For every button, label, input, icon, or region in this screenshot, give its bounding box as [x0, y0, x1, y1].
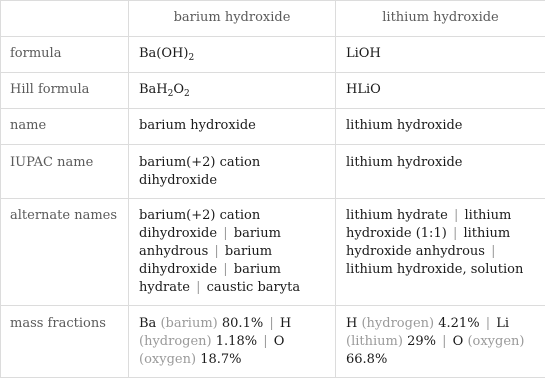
table-row-hill-formula — [1, 73, 545, 109]
hill-subscript-2: 2 — [184, 89, 190, 99]
mass-fractions-barium-hydroxide — [129, 306, 336, 378]
mass-fraction-value: 80.1% — [222, 316, 263, 331]
hill-formula-barium-hydroxide — [129, 73, 336, 109]
alt-name: lithium hydroxide anhydrous — [346, 226, 510, 259]
separator: | — [261, 334, 269, 349]
element-symbol: O — [274, 334, 285, 349]
alt-name: barium(+2) cation dihydroxide — [139, 208, 260, 241]
separator: | — [489, 244, 497, 259]
element-name: (oxygen) — [467, 334, 524, 349]
table-row-alternate-names — [1, 199, 545, 306]
row-label-mass-fractions: mass fractions — [1, 306, 129, 378]
mass-fraction-value: 18.7% — [200, 352, 241, 367]
hill-part-b: O — [173, 82, 184, 97]
separator: | — [221, 262, 229, 277]
mass-fractions-lithium-hydroxide — [336, 306, 545, 378]
formula-base: Ba(OH) — [139, 46, 188, 61]
name-barium-hydroxide: barium hydroxide — [129, 109, 336, 145]
element-name: (hydrogen) — [139, 334, 212, 349]
alternate-names-barium-hydroxide — [129, 199, 336, 306]
formula-subscript: 2 — [188, 53, 194, 63]
corner-cell — [1, 1, 129, 37]
table-header-row — [1, 1, 545, 37]
alt-name: lithium hydroxide, solution — [346, 262, 523, 277]
element-name: (hydrogen) — [361, 316, 434, 331]
alt-name: barium anhydrous — [139, 226, 281, 259]
element-name: (oxygen) — [139, 352, 196, 367]
element-symbol: O — [453, 334, 464, 349]
element-symbol: H — [346, 316, 357, 331]
row-label-alternate-names: alternate names — [1, 199, 129, 306]
mass-fraction-value: 4.21% — [438, 316, 479, 331]
element-symbol: H — [280, 316, 291, 331]
table-row-iupac-name — [1, 145, 545, 199]
table-row-name — [1, 109, 545, 145]
row-label-iupac-name: IUPAC name — [1, 145, 129, 199]
formula-barium-hydroxide — [129, 37, 336, 73]
table-row-mass-fractions — [1, 306, 545, 378]
separator: | — [452, 208, 460, 223]
column-header-lithium-hydroxide: lithium hydroxide — [336, 1, 545, 37]
element-symbol: Li — [496, 316, 509, 331]
iupac-name-lithium-hydroxide: lithium hydroxide — [336, 145, 545, 199]
alt-name: caustic baryta — [207, 280, 300, 295]
separator: | — [451, 226, 459, 241]
separator: | — [484, 316, 492, 331]
separator: | — [267, 316, 275, 331]
separator: | — [440, 334, 448, 349]
formula-lithium-hydroxide: LiOH — [336, 37, 545, 73]
hill-subscript-1: 2 — [168, 89, 174, 99]
hill-formula-lithium-hydroxide: HLiO — [336, 73, 545, 109]
iupac-name-barium-hydroxide: barium(+2) cation dihydroxide — [129, 145, 336, 199]
hill-part-a: BaH — [139, 82, 168, 97]
row-label-hill-formula: Hill formula — [1, 73, 129, 109]
separator: | — [221, 226, 229, 241]
mass-fraction-value: 1.18% — [216, 334, 257, 349]
row-label-name: name — [1, 109, 129, 145]
separator: | — [194, 280, 202, 295]
mass-fraction-value: 29% — [407, 334, 436, 349]
alt-name: barium hydrate — [139, 262, 281, 295]
name-lithium-hydroxide: lithium hydroxide — [336, 109, 545, 145]
alt-name: lithium hydrate — [346, 208, 448, 223]
element-name: (barium) — [160, 316, 217, 331]
alt-name: lithium hydroxide (1:1) — [346, 208, 511, 241]
column-header-barium-hydroxide: barium hydroxide — [129, 1, 336, 37]
alt-name: barium dihydroxide — [139, 244, 272, 277]
alternate-names-lithium-hydroxide — [336, 199, 545, 306]
table-row-formula — [1, 37, 545, 73]
mass-fraction-value: 66.8% — [346, 352, 387, 367]
separator: | — [212, 244, 220, 259]
element-name: (lithium) — [346, 334, 403, 349]
element-symbol: Ba — [139, 316, 156, 331]
row-label-formula: formula — [1, 37, 129, 73]
